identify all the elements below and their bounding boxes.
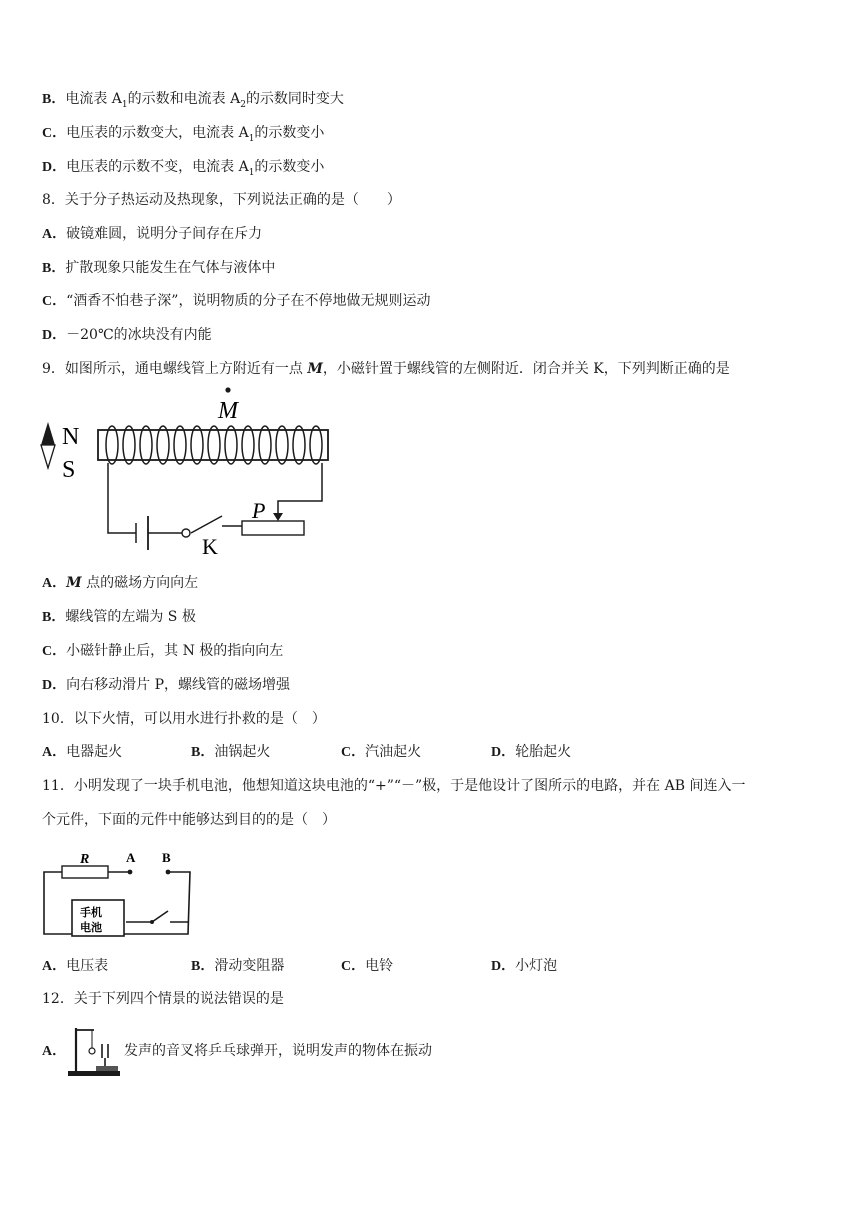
point-m-label: M [218,398,238,424]
q11-stem-line2: 个元件，下面的元件中能够达到目的的是（ ） [42,812,336,828]
q10-option-c [341,742,421,763]
option-label: A． [42,745,67,760]
q10-option-b [191,742,270,763]
rheostat [242,521,304,535]
q9-option-d [42,675,290,696]
subscript: 1 [121,99,128,110]
q11-option-a [42,956,108,977]
q12-stem: 12．关于下列四个情景的说法错误的是 [42,991,284,1007]
q9-option-b [42,607,196,628]
subscript: 2 [240,99,246,110]
point-m-ref: M [66,575,82,591]
option-text: 电流表 A [65,91,122,107]
option-label: D． [42,328,67,343]
q8-stem: 8．关于分子热运动及热现象，下列说法正确的是（ ） [42,192,401,208]
option-label: B． [191,745,215,760]
q7-option-d [42,157,324,183]
subscript: 1 [248,133,255,144]
option-label: C． [341,959,366,974]
option-text: 螺线管的左端为 S 极 [65,609,196,625]
q8-option-d [42,325,212,346]
option-text: 破镜难圆，说明分子间存在斥力 [66,226,263,242]
option-text: 点的磁场方向向左 [81,575,199,591]
stem-text: ，小磁针置于螺线管的左侧附近．闭合并关 K，下列判断正确的是 [322,361,730,377]
option-label: D． [42,160,67,175]
option-label: B． [191,959,215,974]
q12-option-a-label [42,1041,66,1062]
q7-option-b [42,89,344,115]
option-label: B． [42,610,66,625]
option-text: 的示数变小 [254,159,325,175]
option-text: －20℃的冰块没有内能 [66,327,212,343]
option-label: A． [42,576,67,591]
solenoid-circuit-figure [36,385,346,560]
option-text: 的示数变小 [254,125,325,141]
q8-option-a [42,224,262,245]
option-text: 轮胎起火 [515,744,572,760]
q11-option-d [491,956,557,977]
option-text: 的示数和电流表 A [127,91,241,107]
solenoid-coils [106,426,322,464]
option-label: B． [42,261,66,276]
switch-pivot [182,529,190,537]
q8-option-c [42,291,430,312]
q10-option-d [491,742,571,763]
option-text: 的示数同时变大 [245,91,344,107]
battery-symbol [136,516,148,550]
q12-option-a-text: 发声的音叉将乒乓球弹开，说明发声的物体在振动 [124,1043,432,1059]
option-label: C． [42,294,67,309]
q9-option-c [42,641,283,662]
point-m-ref: M [307,361,323,377]
switch-pivot [150,920,154,924]
option-label: D． [491,959,516,974]
switch-k-label: K [202,534,218,559]
option-text: 滑动变阻器 [214,958,285,974]
option-label: A． [42,227,67,242]
tuning-fork-figure [66,1024,122,1078]
q7-option-c [42,123,324,149]
option-label: A． [42,959,67,974]
stem-text: 9．如图所示，通电螺线管上方附近有一点 [42,361,308,377]
terminal-a [128,870,133,875]
option-text: 油锅起火 [214,744,271,760]
option-text: 小灯泡 [515,958,558,974]
option-text: 电压表 [66,958,109,974]
needle-n-label: N [62,424,80,450]
q10-option-a [42,742,122,763]
option-text: 小磁针静止后，其 N 极的指向向左 [66,643,284,659]
option-label: A． [42,1044,67,1059]
point-m-dot [225,387,230,392]
option-label: C． [42,644,67,659]
option-text: 扩散现象只能发生在气体与液体中 [65,260,276,276]
option-text: 电压表的示数不变，电流表 A [66,159,249,175]
battery-label-line2: 电池 [80,922,102,934]
q10-stem: 10．以下火情，可以用水进行扑救的是（ ） [42,711,326,727]
q9-stem [42,359,730,379]
slider-p-label: P [252,498,266,523]
option-text: 电铃 [365,958,394,974]
subscript: 1 [248,167,255,178]
option-label: D． [42,678,67,693]
q9-option-a [42,573,198,594]
terminal-a-label: A [126,850,136,865]
option-label: D． [491,745,516,760]
option-label: C． [42,126,67,141]
needle-s-label: S [62,457,76,483]
option-text: 电压表的示数变大，电流表 A [66,125,249,141]
slider-arrow [273,513,283,521]
terminal-b [166,870,171,875]
q11-option-c [341,956,393,977]
terminal-b-label: B [162,850,171,865]
resistor-r-label: R [80,852,90,867]
q11-stem-line1: 11．小明发现了一块手机电池，他想知道这块电池的“+”“－”极，于是他设计了图所示的电路，并在 AB 间连入一 [42,778,746,794]
option-text: “酒香不怕巷子深”，说明物质的分子在不停地做无规则运动 [66,293,431,309]
option-text: 向右移动滑片 P，螺线管的磁场增强 [66,677,290,693]
q8-option-b [42,258,275,279]
option-text: 汽油起火 [365,744,422,760]
q11-option-b [191,956,284,977]
option-label: C． [341,745,366,760]
battery-test-circuit-figure [40,848,210,940]
resistor-r [62,866,108,878]
battery-label-line1: 手机 [80,907,102,919]
option-text: 电器起火 [66,744,123,760]
option-label: B． [42,92,66,107]
compass-needle [41,422,55,468]
